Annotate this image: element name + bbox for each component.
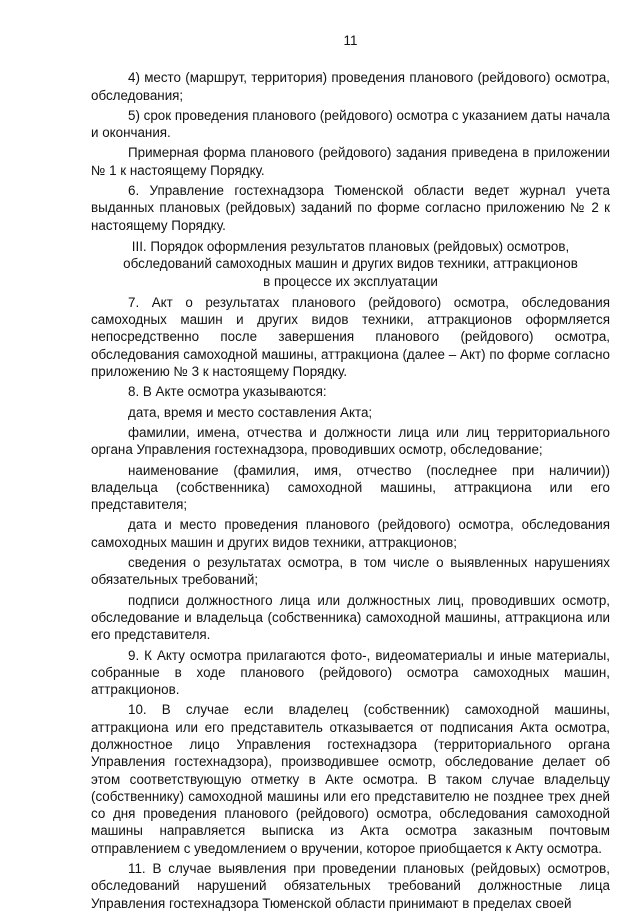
list-item-results: сведения о результатах осмотра, в том числе о выявленных нарушениях обязательных требований; (91, 555, 610, 588)
paragraph-8: 8. В Акте осмотра указываются: (128, 384, 327, 400)
paragraph-9: 9. К Акту осмотра прилагаются фото-, видеоматериалы и иные материалы, собранные в ходе планового (рейдового) осмотра самоходных машин, аттракционов. (91, 647, 610, 698)
section-heading (91, 238, 610, 290)
section-heading-line-3: в процессе их эксплуатации (263, 273, 438, 289)
paragraph-form-note: Примерная форма планового (рейдового) задания приведена в приложении № 1 к настоящему Порядку. (91, 145, 610, 178)
section-heading-line-1: III. Порядок оформления результатов плановых (рейдовых) осмотров, (131, 238, 570, 254)
page-number: 11 (343, 33, 358, 48)
section-heading-line-2: обследований самоходных машин и других видов техники, аттракционов (123, 256, 578, 272)
list-item-officials: фамилии, имена, отчества и должности лица или лиц территориального органа Управления гостехнадзора, проводивших осмотр, обследование; (91, 424, 610, 458)
paragraph-item-5: 5) срок проведения планового (рейдового) осмотра с указанием даты начала и окончания. (91, 107, 610, 141)
list-item-inspection-date: дата и место проведения планового (рейдового) осмотра, обследования самоходных машин и других видов техники, аттракционов; (91, 517, 610, 550)
paragraph-item-4: 4) место (маршрут, территория) проведения планового (рейдового) осмотра, обследования; (91, 70, 610, 103)
list-item-date: дата, время и место составления Акта; (128, 404, 373, 420)
list-item-owner: наименование (фамилия, имя, отчество (последнее при наличии)) владельца (собственника) самоходной машины, аттракциона или его представителя; (91, 462, 610, 513)
paragraph-10: 10. В случае если владелец (собственник) самоходной машины, аттракциона или его представитель отказывается от подписания Акта осмотра, должностное лицо Управления гостехнадзора (территориального органа Управления гостехнадзора), производившее осмотр, обследование делает об этом соответствующую отметку в Акте осмотра. В таком случае владельцу (собственнику) самоходной машины или его представителю не позднее трех дней со дня проведения планового (рейдового) осмотра, обследования самоходной машины направляется выписка из Акта осмотра заказным почтовым отправлением с уведомлением о вручении, которое приобщается к Акту осмотра. (91, 702, 610, 856)
list-item-signatures: подписи должностного лица или должностных лиц, проводивших осмотр, обследование и владельца (собственника) самоходной машины, аттракциона или его представителя. (91, 592, 610, 643)
paragraph-11: 11. В случае выявления при проведении плановых (рейдовых) осмотров, обследований нарушений обязательных требований должностные лица Управления гостехнадзора Тюменской области принимают в пределах своей (91, 861, 610, 911)
paragraph-7: 7. Акт о результатах планового (рейдового) осмотра, обследования самоходных машин и других видов техники, аттракционов оформляется непосредственно после завершения планового (рейдового) осмотра, обследования самоходной машины, аттракциона (далее – Акт) по форме согласно приложению № 3 к настоящему Порядку. (91, 294, 610, 380)
paragraph-6: 6. Управление гостехнадзора Тюменской области ведет журнал учета выданных плановых (рейдовых) заданий по форме согласно приложению № 2 к настоящему Порядку. (91, 183, 610, 233)
